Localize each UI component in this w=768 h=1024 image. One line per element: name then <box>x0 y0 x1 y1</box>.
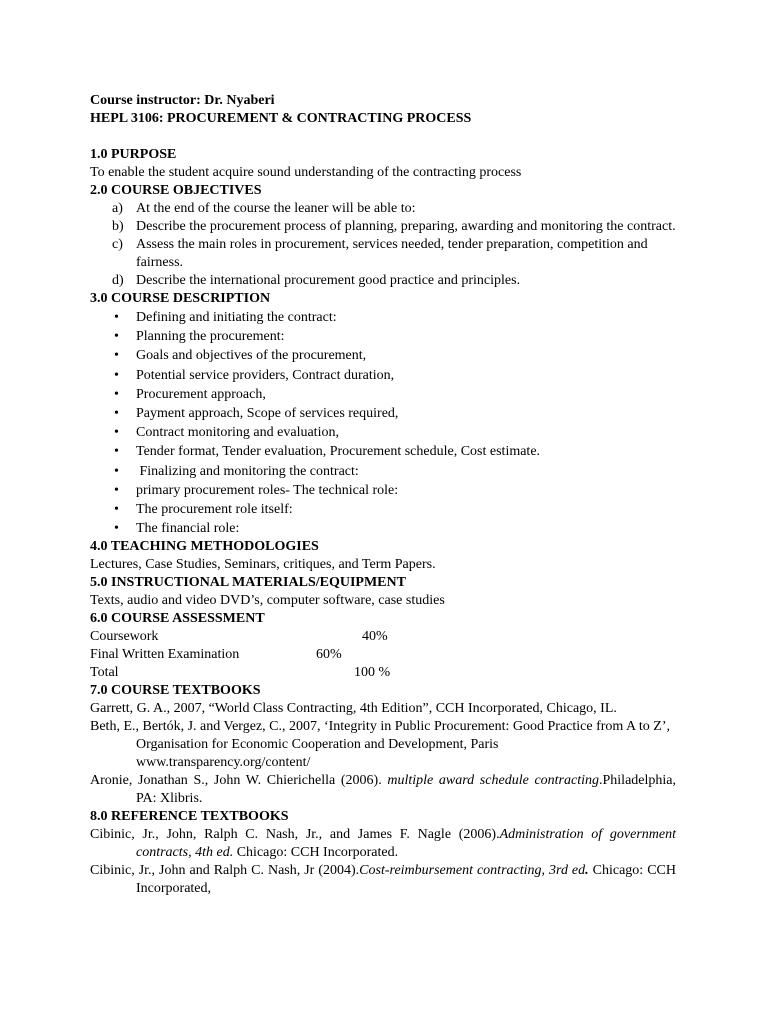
description-item: The procurement role itself: <box>136 502 293 518</box>
list-item <box>90 481 676 500</box>
bullet-icon: • <box>114 463 119 479</box>
assessment-value: 100 % <box>354 665 391 681</box>
list-item <box>90 272 676 290</box>
objectives-heading: 2.0 COURSE OBJECTIVES <box>90 183 262 198</box>
description-item: Payment approach, Scope of services required, <box>136 406 399 422</box>
course-title: HEPL 3106: PROCUREMENT & CONTRACTING PROCESS <box>90 111 472 126</box>
description-heading: 3.0 COURSE DESCRIPTION <box>90 291 271 306</box>
objectives-list <box>90 200 676 290</box>
assessment-row <box>90 646 676 664</box>
textbook-beth-url: www.transparency.org/content/ <box>136 755 311 771</box>
reference-authors: Cibinic, Jr., John and Ralph C. Nash, Jr (2004). <box>90 863 360 879</box>
textbook-beth-citation: Beth, E., Bertók, J. and Vergez, C., 2007, ‘Integrity in Public Procurement: Good Practice from A to Z’, Organisation for Economic Cooperation and Development, Paris <box>90 719 670 753</box>
document-body <box>90 92 676 898</box>
purpose-heading: 1.0 PURPOSE <box>90 147 177 162</box>
list-item <box>90 308 676 327</box>
purpose-text: To enable the student acquire sound understanding of the contracting process <box>90 165 522 180</box>
description-item: primary procurement roles- The technical role: <box>136 482 399 498</box>
bullet-icon: • <box>114 329 119 345</box>
assessment-label: Final Written Examination <box>90 647 240 663</box>
assessment-label: Coursework <box>90 629 159 645</box>
reference-title: Administration of government contracts, 4th ed. <box>136 827 676 861</box>
bullet-icon: • <box>114 367 119 383</box>
description-item: The financial role: <box>136 521 240 537</box>
bullet-icon: • <box>114 502 119 518</box>
list-marker: c) <box>112 237 123 252</box>
bullet-icon: • <box>114 406 119 422</box>
list-item <box>90 423 676 442</box>
reference-cibinic-2004 <box>90 862 676 898</box>
teaching-text: Lectures, Case Studies, Seminars, critiques, and Term Papers. <box>90 557 436 573</box>
bullet-icon: • <box>114 425 119 441</box>
objective-text: Describe the procurement process of planning, preparing, awarding and monitoring the contract. <box>136 219 676 234</box>
bullet-icon: • <box>114 444 119 460</box>
description-item: Potential service providers, Contract duration, <box>136 367 395 383</box>
list-item <box>90 385 676 404</box>
list-item <box>90 200 676 218</box>
materials-text: Texts, audio and video DVD’s, computer software, case studies <box>90 593 445 609</box>
objective-text: At the end of the course the leaner will be able to: <box>136 201 416 216</box>
textbooks-heading: 7.0 COURSE TEXTBOOKS <box>90 683 261 699</box>
list-item <box>90 236 676 272</box>
textbook-garrett: Garrett, G. A., 2007, “World Class Contracting, 4th Edition”, CCH Incorporated, Chicago, IL. <box>90 701 617 717</box>
description-item: Procurement approach, <box>136 386 266 402</box>
objective-text: Describe the international procurement good practice and principles. <box>136 273 521 288</box>
assessment-value: 60% <box>316 647 342 663</box>
list-item <box>90 500 676 519</box>
list-item <box>90 327 676 346</box>
course-instructor: Course instructor: Dr. Nyaberi <box>90 93 275 108</box>
list-item <box>90 462 676 481</box>
description-item: Defining and initiating the contract: <box>136 310 337 325</box>
reference-cibinic-2006 <box>90 826 676 862</box>
references-heading: 8.0 REFERENCE TEXTBOOKS <box>90 809 289 825</box>
assessment-heading: 6.0 COURSE ASSESSMENT <box>90 611 265 627</box>
list-item <box>90 519 676 538</box>
list-marker: a) <box>112 201 123 216</box>
assessment-label: Total <box>90 665 119 681</box>
list-item <box>90 366 676 385</box>
list-marker: d) <box>112 273 124 288</box>
list-item <box>90 442 676 461</box>
description-list <box>90 308 676 538</box>
description-item: Finalizing and monitoring the contract: <box>136 463 359 479</box>
textbook-aronie-title: multiple award schedule contracting <box>387 773 599 789</box>
description-item: Planning the procurement: <box>136 329 285 345</box>
description-item: Contract monitoring and evaluation, <box>136 425 339 441</box>
textbook-aronie-authors: Aronie, Jonathan S., John W. Chierichella (2006). <box>90 773 388 789</box>
textbook-beth <box>90 718 676 772</box>
list-item <box>90 346 676 365</box>
assessment-row <box>90 664 676 682</box>
objective-text: Assess the main roles in procurement, services needed, tender preparation, competition and fairness. <box>136 237 648 270</box>
bullet-icon: • <box>114 482 119 498</box>
list-marker: b) <box>112 219 124 234</box>
assessment-value: 40% <box>362 629 388 645</box>
reference-publisher: Chicago: CCH Incorporated, <box>136 863 676 897</box>
description-item: Tender format, Tender evaluation, Procurement schedule, Cost estimate. <box>136 444 541 460</box>
reference-authors: Cibinic, Jr., John, Ralph C. Nash, Jr., and James F. Nagle (2006). <box>90 827 500 843</box>
assessment-row <box>90 628 676 646</box>
bullet-icon: • <box>114 310 119 325</box>
reference-publisher: Chicago: CCH Incorporated. <box>233 845 399 861</box>
bullet-icon: • <box>114 348 119 364</box>
description-item: Goals and objectives of the procurement, <box>136 348 367 364</box>
reference-title-period: . <box>585 863 589 879</box>
textbook-aronie <box>90 772 676 808</box>
bullet-icon: • <box>114 521 119 537</box>
bullet-icon: • <box>114 386 119 402</box>
textbook-aronie-publisher: .Philadelphia, PA: Xlibris. <box>136 773 676 807</box>
teaching-heading: 4.0 TEACHING METHODOLOGIES <box>90 539 319 555</box>
spacer <box>90 128 676 146</box>
list-item <box>90 404 676 423</box>
list-item <box>90 218 676 236</box>
materials-heading: 5.0 INSTRUCTIONAL MATERIALS/EQUIPMENT <box>90 575 406 591</box>
reference-title: Cost-reimbursement contracting, 3rd ed <box>359 863 586 879</box>
